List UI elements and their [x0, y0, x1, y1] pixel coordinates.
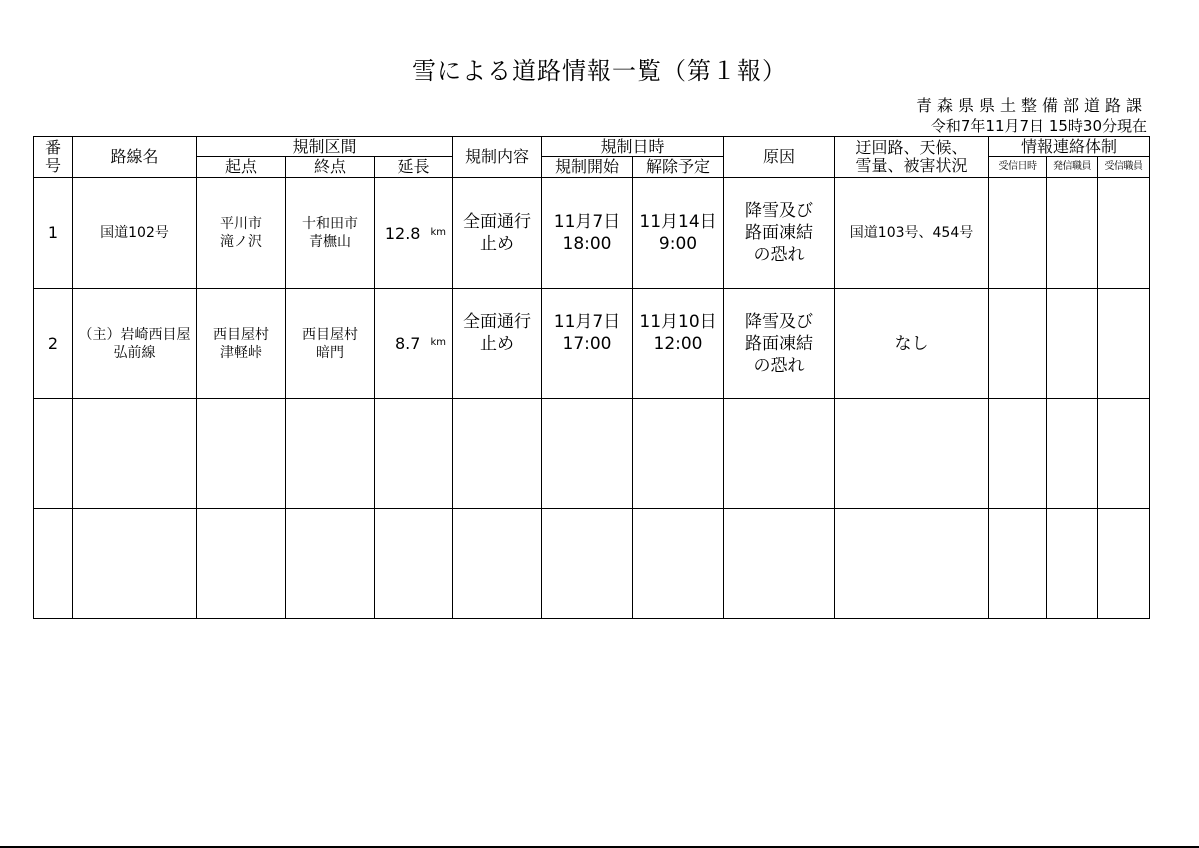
start-point-line2: 津軽峠 [220, 344, 262, 361]
cause-line1: 降雪及び [745, 201, 814, 221]
empty-cell [286, 509, 375, 619]
length-unit: km [430, 337, 446, 348]
cause-line3: の恐れ [753, 356, 805, 376]
empty-cell [1098, 509, 1150, 619]
end-point-line1: 十和田市 [302, 216, 358, 232]
department-name: 青森県県土整備部道路課 [915, 96, 1147, 115]
empty-cell [542, 509, 633, 619]
header-contact-system: 情報連絡体制 [989, 137, 1150, 157]
header-end-point: 終点 [286, 157, 375, 178]
start-time: 18:00 [562, 234, 612, 254]
empty-cell [375, 509, 453, 619]
sender-cell [1047, 289, 1098, 399]
regulation-start-cell [542, 178, 633, 289]
start-point-cell [197, 289, 286, 399]
receiver-cell [1098, 289, 1150, 399]
detour-cell: 国道103号、454号 [835, 178, 989, 289]
empty-cell [1047, 399, 1098, 509]
start-point-line1: 平川市 [220, 216, 262, 232]
route-name-line1: （主）岩崎西目屋 [78, 326, 191, 343]
header-start-point: 起点 [197, 157, 286, 178]
header-regulation-datetime: 規制日時 [542, 137, 724, 157]
empty-cell [1047, 509, 1098, 619]
empty-cell [453, 509, 542, 619]
content-line1: 全面通行 [463, 212, 531, 232]
start-date: 11月7日 [553, 312, 621, 332]
header-regulation-content: 規制内容 [453, 137, 542, 178]
header-receiver-staff: 受信職員 [1098, 157, 1150, 178]
content-line2: 止め [480, 234, 514, 254]
empty-cell [197, 399, 286, 509]
header-detour-line2: 雪量、被害状況 [855, 156, 968, 175]
received-cell [989, 289, 1047, 399]
start-date: 11月7日 [553, 212, 621, 232]
start-time: 17:00 [562, 334, 612, 354]
cause-line2: 路面凍結 [745, 223, 814, 243]
header-regulation-start: 規制開始 [542, 157, 633, 178]
as-of-datetime: 令和7年11月7日 15時30分現在 [930, 117, 1147, 135]
empty-cell [835, 399, 989, 509]
end-point-cell [286, 178, 375, 289]
table-row [34, 178, 1150, 289]
content-line1: 全面通行 [463, 312, 531, 332]
end-point-line2: 青橅山 [309, 234, 351, 250]
empty-cell [542, 399, 633, 509]
empty-cell [989, 399, 1047, 509]
regulation-content-cell [453, 178, 542, 289]
header-release-plan: 解除予定 [633, 157, 724, 178]
end-point-line1: 西目屋村 [302, 326, 358, 343]
header-length: 延長 [375, 157, 453, 178]
content-line2: 止め [480, 334, 514, 354]
header-detour-weather [835, 137, 989, 178]
header-received-datetime: 受信日時 [989, 157, 1047, 178]
empty-cell [286, 399, 375, 509]
received-cell [989, 178, 1047, 289]
release-plan-cell [633, 178, 724, 289]
length-value: 12.8 [384, 223, 421, 243]
route-name-cell [73, 178, 197, 289]
empty-cell [73, 509, 197, 619]
start-point-cell [197, 178, 286, 289]
header-row-top [34, 137, 1150, 157]
empty-cell [1098, 399, 1150, 509]
start-point-line2: 滝ノ沢 [220, 234, 262, 250]
empty-cell [724, 509, 835, 619]
header-number-label: 番号 [45, 138, 62, 175]
length-unit: km [430, 226, 446, 238]
cause-cell [724, 289, 835, 399]
table-row [34, 289, 1150, 399]
route-name-cell [73, 289, 197, 399]
release-time: 9:00 [658, 234, 698, 254]
header-route-name: 路線名 [73, 137, 197, 178]
release-plan-cell [633, 289, 724, 399]
route-name-line2: 弘前線 [113, 344, 156, 361]
cause-line1: 降雪及び [745, 312, 814, 332]
table-row-empty [34, 509, 1150, 619]
regulation-start-cell [542, 289, 633, 399]
detour-cell: なし [835, 289, 989, 399]
empty-cell [633, 509, 724, 619]
empty-cell [724, 399, 835, 509]
empty-cell [73, 399, 197, 509]
empty-cell [375, 399, 453, 509]
start-point-line1: 西目屋村 [213, 326, 269, 343]
row-number: 1 [34, 178, 73, 289]
regulation-content-cell [453, 289, 542, 399]
cause-cell [724, 178, 835, 289]
receiver-cell [1098, 178, 1150, 289]
length-value: 8.7 [395, 334, 421, 353]
empty-cell [989, 509, 1047, 619]
release-date: 11月14日 [639, 212, 717, 232]
route-name-line1: 国道102号 [100, 225, 169, 241]
header-cause: 原因 [724, 137, 835, 178]
cause-line2: 路面凍結 [745, 334, 814, 354]
road-info-table [33, 136, 1150, 619]
header-detour-line1: 迂回路、天候、 [855, 138, 968, 157]
table-row-empty [34, 399, 1150, 509]
row-number: 2 [34, 289, 73, 399]
length-cell [375, 289, 453, 399]
empty-cell [34, 509, 73, 619]
end-point-cell [286, 289, 375, 399]
header-number [34, 137, 73, 178]
release-date: 11月10日 [639, 312, 717, 332]
empty-cell [835, 509, 989, 619]
empty-cell [453, 399, 542, 509]
header-regulation-section: 規制区間 [197, 137, 453, 157]
release-time: 12:00 [653, 334, 703, 354]
end-point-line2: 暗門 [316, 344, 344, 361]
sender-cell [1047, 178, 1098, 289]
length-cell [375, 178, 453, 289]
page-title: 雪による道路情報一覧（第１報） [412, 57, 787, 85]
header-sender-staff: 発信職員 [1047, 157, 1098, 178]
cause-line3: の恐れ [753, 245, 805, 265]
empty-cell [197, 509, 286, 619]
empty-cell [34, 399, 73, 509]
empty-cell [633, 399, 724, 509]
